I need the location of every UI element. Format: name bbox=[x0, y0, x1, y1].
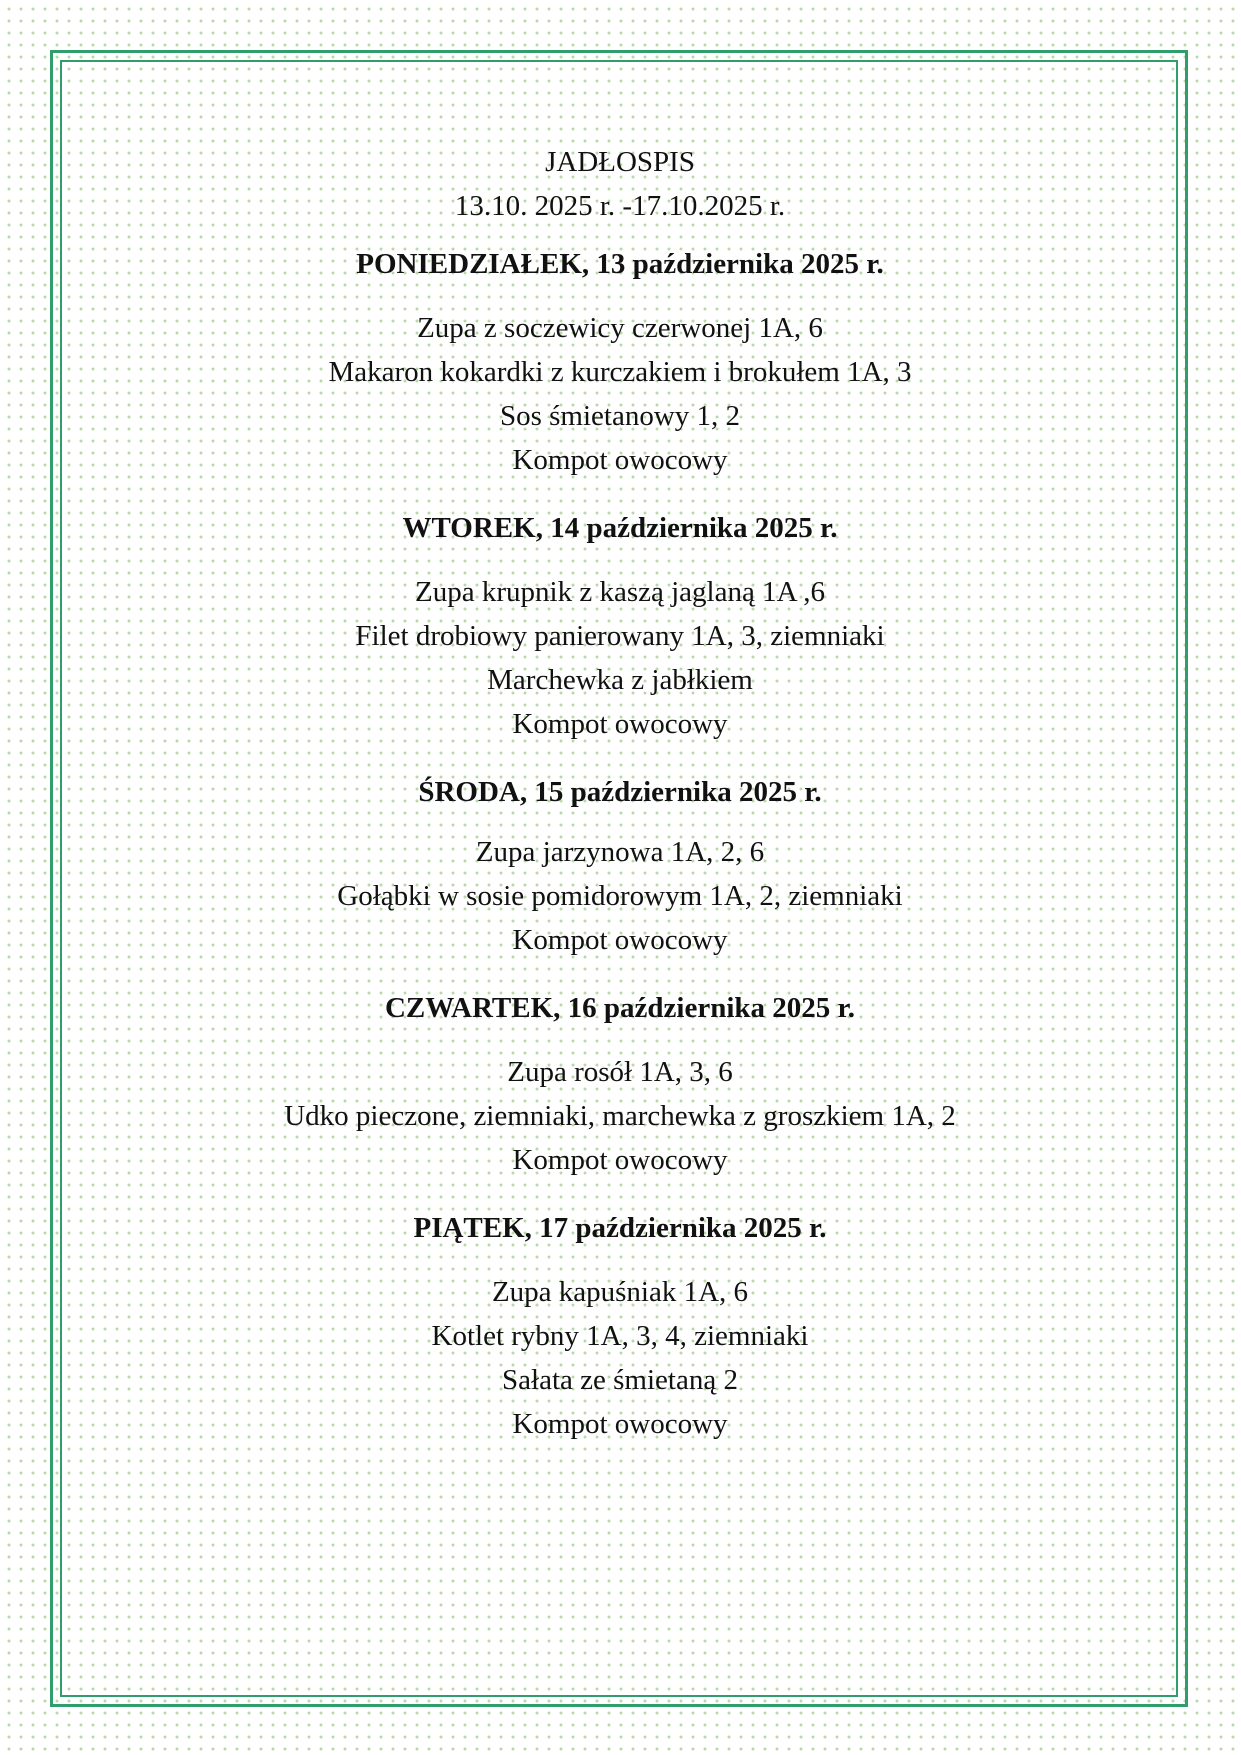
dish-item: Zupa z soczewicy czerwonej 1A, 6 bbox=[417, 312, 823, 344]
menu-date-range: 13.10. 2025 r. -17.10.2025 r. bbox=[454, 190, 786, 222]
dish-item: Zupa krupnik z kaszą jaglaną 1A ,6 bbox=[415, 576, 825, 608]
dish-item: Zupa jarzynowa 1A, 2, 6 bbox=[475, 836, 765, 868]
day-heading: WTOREK, 14 października 2025 r. bbox=[402, 512, 838, 544]
day-heading: PIĄTEK, 17 października 2025 r. bbox=[413, 1212, 827, 1244]
dish-item: Makaron kokardki z kurczakiem i brokułem 1A, 3 bbox=[328, 356, 912, 388]
day-heading: PONIEDZIAŁEK, 13 października 2025 r. bbox=[356, 248, 884, 280]
dish-item: Zupa kapuśniak 1A, 6 bbox=[491, 1276, 749, 1308]
dish-item: Kompot owocowy bbox=[512, 924, 728, 956]
dish-item: Sos śmietanowy 1, 2 bbox=[499, 400, 741, 432]
menu-document bbox=[70, 140, 1170, 1446]
day-heading: CZWARTEK, 16 października 2025 r. bbox=[384, 992, 855, 1024]
menu-title: JADŁOSPIS bbox=[545, 146, 695, 178]
dish-item: Kompot owocowy bbox=[512, 444, 728, 476]
day-tuesday bbox=[70, 508, 1170, 746]
day-heading: ŚRODA, 15 października 2025 r. bbox=[418, 776, 822, 808]
dish-item: Sałata ze śmietaną 2 bbox=[502, 1364, 738, 1396]
day-monday bbox=[70, 244, 1170, 482]
dish-item: Gołąbki w sosie pomidorowym 1A, 2, ziemniaki bbox=[337, 880, 903, 912]
dish-item: Marchewka z jabłkiem bbox=[487, 664, 753, 696]
dish-item: Kompot owocowy bbox=[512, 1408, 728, 1440]
dish-item: Filet drobiowy panierowany 1A, 3, ziemniaki bbox=[355, 620, 885, 652]
dish-item: Kompot owocowy bbox=[512, 708, 728, 740]
day-thursday bbox=[70, 988, 1170, 1182]
dish-item: Udko pieczone, ziemniaki, marchewka z groszkiem 1A, 2 bbox=[284, 1100, 956, 1132]
day-wednesday bbox=[70, 772, 1170, 962]
dish-item: Kotlet rybny 1A, 3, 4, ziemniaki bbox=[431, 1320, 809, 1352]
day-friday bbox=[70, 1208, 1170, 1446]
dish-item: Kompot owocowy bbox=[512, 1144, 728, 1176]
dish-item: Zupa rosół 1A, 3, 6 bbox=[507, 1056, 733, 1088]
